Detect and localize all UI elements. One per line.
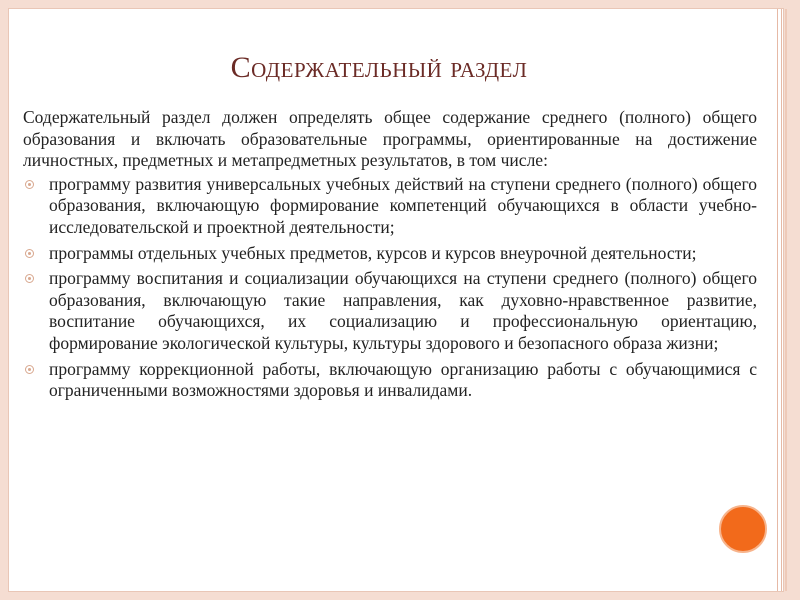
decorative-rule: [781, 9, 782, 591]
ring-bullet-icon: [25, 274, 34, 283]
decorative-rule: [777, 9, 778, 591]
bullet-list: [23, 174, 757, 402]
orange-circle-icon: [719, 505, 767, 553]
intro-paragraph: Содержательный раздел должен определять общее содержание среднего (полного) общего образования и включать образовательные программы, ориентированные на достижение личностных, предметных и метапредметных результатов, в том числе:: [23, 107, 757, 171]
list-item: [23, 174, 757, 239]
list-item: [23, 268, 757, 354]
slide-body: [23, 107, 757, 406]
list-item: [23, 359, 757, 402]
slide-title: Содержательный раздел: [230, 51, 528, 84]
list-item: [23, 243, 757, 265]
decorative-rule: [785, 9, 787, 591]
list-item-text: программу развития универсальных учебных действий на ступени среднего (полного) общего образования, включающую формирование компетенций обучающихся в области учебно-исследовательской и проектной деятельности;: [49, 173, 757, 237]
list-item-text: программы отдельных учебных предметов, курсов и курсов внеурочной деятельности;: [49, 242, 697, 263]
ring-bullet-icon: [25, 249, 34, 258]
ring-bullet-icon: [25, 180, 34, 189]
slide: [8, 8, 784, 592]
list-item-text: программу воспитания и социализации обучающихся на ступени среднего (полного) общего образования, включающую такие направления, как духовно-нравственное развитие, воспитание обучающихся, их социализацию и профессиональную ориентацию, формирование экологической культуры, культуры здорового и безопасного образа жизни;: [49, 268, 757, 353]
list-item-text: программу коррекционной работы, включающую организацию работы с обучающимися с ограниченными возможностями здоровья и инвалидами.: [49, 358, 757, 401]
ring-bullet-icon: [25, 365, 34, 374]
